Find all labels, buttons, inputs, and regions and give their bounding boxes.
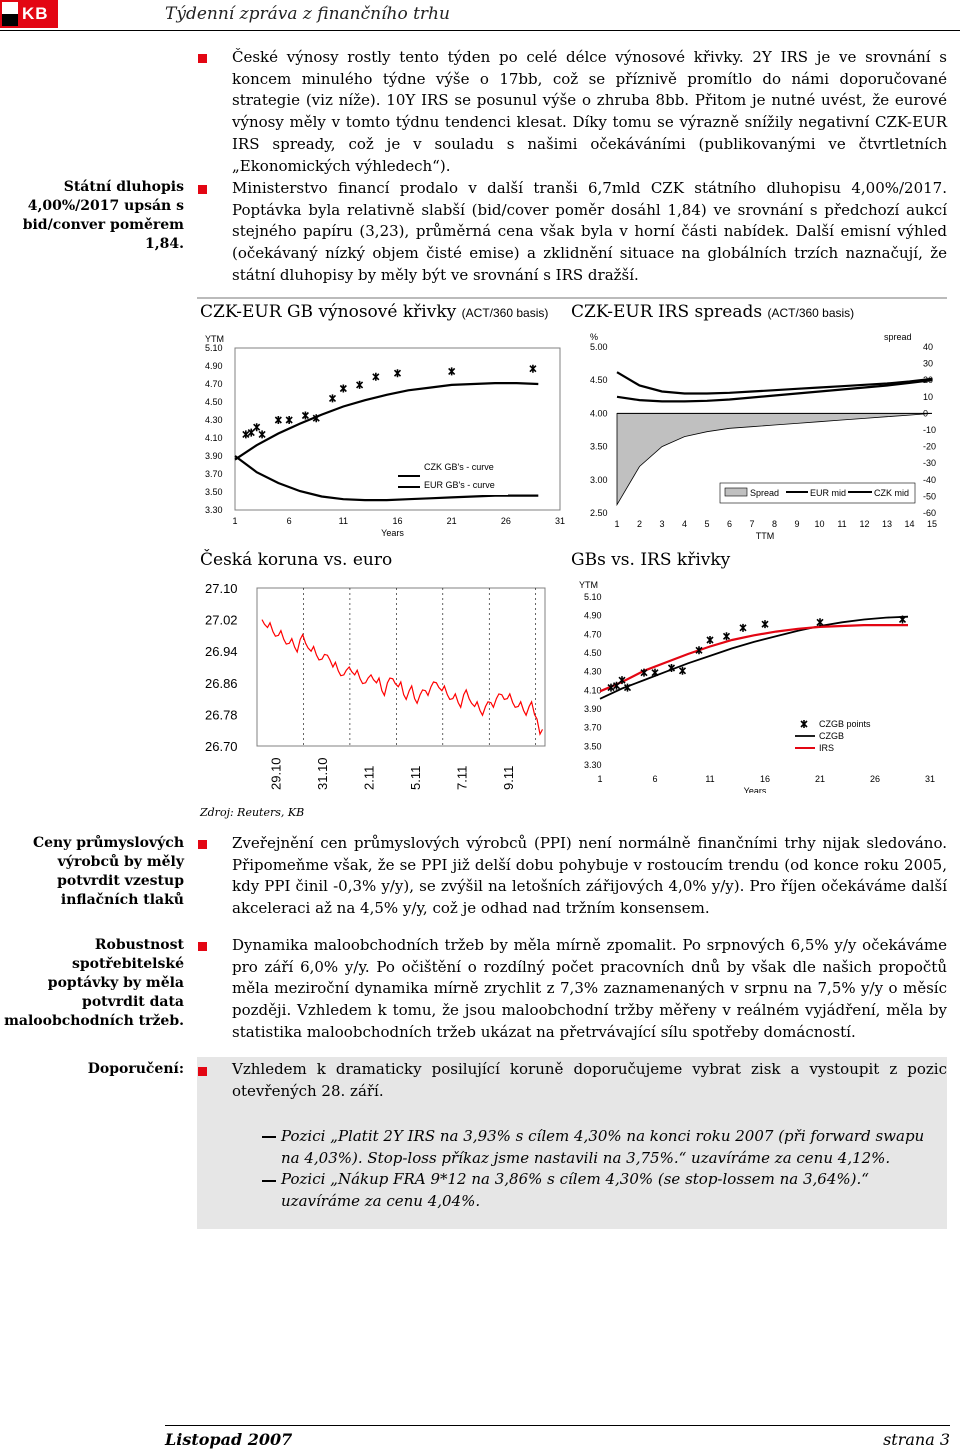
- y2-tick-label: -10: [923, 425, 937, 435]
- y-tick-label: 3.30: [584, 760, 602, 770]
- y-tick-label: 4.30: [205, 415, 223, 425]
- y-tick-label: 3.50: [584, 741, 602, 752]
- x-tick-label: 15: [926, 519, 938, 529]
- y-tick-label: 3.90: [205, 451, 223, 461]
- czk-gb-point: [302, 412, 308, 420]
- y-tick-label: 5.10: [205, 343, 223, 353]
- paragraph-ppi: Zveřejnění cen průmyslových výrobců (PPI) není normálně finančními trhy nijak sledováno. Připomeňme však, že se PPI již delší dobu pohybuje v rostoucím trendu (od konce roku 2005, kdy PPI činil -0,3% y/y), se zvýšil na letošních zářijových 4,0% y/y). Pro říjen očekáváme další akceleraci až na 4,5% y/y, což je odhad nad tržním konsensem.: [232, 834, 947, 918]
- y2-tick-label: -30: [923, 458, 937, 469]
- x-tick-label: 3: [659, 519, 665, 529]
- y2-tick-label: 30: [923, 358, 934, 369]
- x-tick-label: 9: [794, 519, 800, 529]
- x-tick-label: 1: [232, 516, 238, 526]
- czk-gb-point: [395, 369, 401, 377]
- y-tick-label: 26.78: [205, 707, 238, 723]
- czgb-curve: [600, 617, 908, 699]
- czk-gb-point: [243, 430, 249, 438]
- side-note-bond: Státní dluhopis 4,00%/2017 upsán s bid/conver poměrem 1,84.: [22, 179, 184, 252]
- x-tick-label: 31.10: [315, 757, 331, 790]
- y-axis-label: YTM: [579, 580, 598, 590]
- y-axis-label: %: [590, 332, 599, 342]
- y2-tick-label: -60: [923, 508, 937, 518]
- side-note-recommendation: Doporučení:: [87, 1061, 184, 1077]
- y-tick-label: 5.10: [584, 592, 602, 602]
- x-tick-label: 8: [771, 519, 778, 529]
- legend-label-eur: EUR GB's - curve: [424, 480, 495, 490]
- y-tick-label: 27.02: [205, 612, 238, 628]
- x-tick-label: 2: [636, 519, 643, 529]
- plot-area: [257, 588, 545, 746]
- y2-tick-label: -50: [923, 491, 937, 502]
- chart2-title: [571, 302, 854, 322]
- x-tick-label: 6: [652, 774, 658, 784]
- chart-czk-eur: [200, 578, 560, 793]
- x-tick-label: 2.11: [361, 765, 377, 790]
- y-tick-label: 4.30: [584, 666, 602, 677]
- x-tick-label: 26: [869, 774, 881, 784]
- x-tick-label: 1: [614, 519, 620, 529]
- y-tick-label: 4.10: [205, 433, 223, 443]
- report-title: Týdenní zpráva z finančního trhu: [165, 4, 450, 24]
- x-tick-label: 21: [446, 516, 457, 526]
- chart-gbs-vs-irs: [575, 578, 950, 793]
- bullet-marker: [198, 840, 207, 849]
- x-tick-label: 1: [597, 774, 603, 784]
- czgb-point: [740, 624, 746, 632]
- czk-gb-point: [286, 416, 292, 424]
- x-tick-label: 11: [338, 516, 349, 526]
- y-tick-label: 3.50: [205, 487, 223, 497]
- legend-label-eur: EUR mid: [810, 488, 847, 498]
- czk-gb-point: [373, 373, 379, 381]
- y2-axis-label: spread: [884, 332, 912, 342]
- x-tick-label: 11: [837, 519, 847, 529]
- czk-gb-point: [530, 365, 536, 373]
- y-tick-label: 4.70: [584, 629, 602, 640]
- logo-text: KB: [22, 4, 49, 23]
- x-tick-label: 5: [704, 519, 710, 529]
- irs-curve: [600, 625, 908, 691]
- paragraph-yields: České výnosy rostly tento týden po celé délce výnosové křivky. 2Y IRS je ve srovnání s koncem minulého týdne výše o 17bb, což se příznivě promítlo do námi doporučované strategie (viz níže). 10Y IRS se posunul výše o zhruba 8bb. Přitom je nutné uvést, že eurové výnosy měly v tomto týdnu tendenci klesat. Díky tomu se výrazně snížily negativní CZK-EUR IRS spready, což je v souladu s našimi očekáváními (publikovanými ve čtvrtletních „Ekonomických výhledech“).: [232, 48, 947, 175]
- x-tick-label: 13: [881, 519, 893, 529]
- czk-gb-point: [449, 367, 455, 375]
- side-note-retail: Robustnost spotřebitelské poptávky by měla potvrdit data maloobchodních tržeb.: [4, 937, 184, 1029]
- dash-marker: [262, 1136, 276, 1138]
- chart1-subtitle: (ACT/360 basis): [461, 306, 549, 320]
- legend-label-irs: IRS: [819, 743, 835, 753]
- recommendation-item-2: Pozici „Nákup FRA 9*12 na 3,86% s cílem 4,30% (se stop-lossem na 3,64%).“ uzavíráme za cenu 4,04%.: [281, 1170, 869, 1210]
- y2-tick-label: 20: [923, 375, 934, 386]
- czgb-point: [762, 620, 768, 628]
- y-tick-label: 4.00: [590, 408, 608, 419]
- bullet-marker: [198, 942, 207, 951]
- paragraph-bond-auction: Ministerstvo financí prodalo v další tranši 6,7mld CZK státního dluhopisu 4,00%/2017. Poptávka byla relativně slabší (bid/cover poměr dosáhl 1,84) ve srovnání s předchozí aukcí stejného papíru (3,23), průměrná cena však byla v horní části nabídek. Další emisní výhled (očekávaný nízký objem čisté emise) a zklidnění situace na globálních trzích naznačují, že státní dluhopisy by měly být ve srovnání s IRS dražší.: [232, 179, 947, 284]
- y-tick-label: 26.86: [205, 675, 238, 691]
- czgb-point: [707, 636, 713, 644]
- x-tick-label: 7.11: [454, 765, 470, 790]
- paragraph-retail: Dynamika maloobchodních tržeb by měla mírně zpomalit. Po srpnových 6,5% y/y očekáváme pro září 6,0% y/y. Po očištění o rozdílný počet pracovních dnů by však dle našich propočtů měla meziroční dynamika mírně zrychlit z 7,3% zaznamenaných v srpnu na 7,5% y/y o měsíc později. Vzhledem k tomu, že jsou maloobchodní tržby měřeny v reálném vyjádření, měla by statistika maloobchodních tržeb ukázat na přetrvávající sílu spotřeby domácností.: [232, 936, 947, 1041]
- footer-page-number: strana 3: [883, 1430, 950, 1449]
- y-tick-label: 5.00: [590, 342, 608, 352]
- chart1-title-text: CZK-EUR GB výnosové křivky: [200, 302, 457, 322]
- chart4-title: GBs vs. IRS křivky: [571, 550, 731, 570]
- y-tick-label: 2.50: [590, 508, 608, 518]
- x-axis-label: TTM: [755, 531, 775, 541]
- x-tick-label: 11: [705, 774, 715, 784]
- y-tick-label: 26.94: [205, 644, 238, 660]
- chart3-title: Česká koruna vs. euro: [200, 550, 393, 570]
- y2-tick-label: -40: [923, 474, 937, 485]
- chart2-subtitle: (ACT/360 basis): [767, 306, 855, 320]
- x-tick-label: 21: [814, 774, 826, 784]
- footer-divider: [165, 1425, 950, 1426]
- x-tick-label: 26: [500, 516, 511, 526]
- legend-label-czk: CZK mid: [874, 488, 910, 498]
- x-tick-label: 4: [681, 519, 688, 529]
- x-tick-label: 6: [726, 519, 733, 529]
- bullet-marker: [198, 185, 207, 194]
- dash-marker: [262, 1180, 276, 1182]
- x-tick-label: 16: [759, 774, 771, 784]
- x-tick-label: 12: [859, 519, 870, 529]
- y-tick-label: 4.90: [205, 361, 223, 371]
- x-tick-label: 6: [286, 516, 292, 526]
- x-tick-label: 16: [392, 516, 403, 526]
- y2-tick-label: -20: [923, 441, 937, 452]
- legend-label-spread: Spread: [750, 488, 780, 498]
- y-tick-label: 4.50: [584, 648, 602, 658]
- y-tick-label: 4.70: [205, 379, 223, 389]
- y-tick-label: 4.90: [584, 610, 602, 621]
- legend-swatch-spread: [725, 488, 747, 496]
- czk-gb-point: [254, 423, 260, 431]
- recommendation-item-1: Pozici „Platit 2Y IRS na 3,93% s cílem 4,30% na konci roku 2007 (při forward swapu na 4,03%). Stop-loss příkaz jsme nastavili na 3,75%.“ uzavíráme za cenu 4,12%.: [281, 1127, 925, 1167]
- x-axis-label: Years: [381, 528, 404, 538]
- x-tick-label: 31: [554, 516, 566, 526]
- x-axis-label: Years: [743, 786, 767, 793]
- bullet-marker: [198, 1067, 207, 1076]
- y2-tick-label: 10: [923, 391, 934, 402]
- charts-top-rule: [197, 297, 947, 299]
- czgb-point: [900, 615, 906, 623]
- y-tick-label: 27.10: [205, 581, 238, 596]
- czk-gb-point: [357, 381, 363, 389]
- y-tick-label: 3.30: [205, 505, 223, 515]
- y-tick-label: 3.00: [590, 474, 608, 485]
- x-tick-label: 9.11: [500, 765, 516, 790]
- y-tick-label: 26.70: [205, 739, 238, 754]
- eur-mid-line: [617, 372, 932, 393]
- page-header: [0, 0, 960, 32]
- y-tick-label: 3.50: [590, 441, 608, 452]
- x-tick-label: 10: [814, 519, 825, 529]
- y-tick-label: 4.50: [590, 375, 608, 386]
- y-tick-label: 3.70: [584, 722, 602, 733]
- czgb-point: [724, 632, 730, 640]
- y-tick-label: 3.70: [205, 469, 223, 479]
- chart-irs-spreads: [580, 330, 950, 545]
- header-divider: [0, 30, 960, 31]
- czgb-point: [680, 667, 686, 675]
- x-tick-label: 7: [749, 519, 755, 529]
- y-tick-label: 4.50: [205, 397, 223, 407]
- czgb-point: [817, 618, 823, 626]
- footer-date: Listopad 2007: [165, 1430, 293, 1449]
- y-tick-label: 3.90: [584, 704, 602, 714]
- side-note-ppi: Ceny průmyslových výrobců by měly potvrdit vzestup inflačních tlaků: [32, 835, 184, 908]
- x-tick-label: 14: [904, 519, 915, 529]
- source-note: Zdroj: Reuters, KB: [200, 806, 305, 819]
- x-tick-label: 29.10: [268, 757, 284, 790]
- chart2-title-text: CZK-EUR IRS spreads: [571, 302, 763, 322]
- czk-gb-point: [340, 385, 346, 393]
- bullet-marker: [198, 54, 207, 63]
- czgb-point: [652, 669, 658, 677]
- legend-swatch-czgb-points: [801, 720, 807, 728]
- czk-gb-point: [275, 416, 281, 424]
- czk-gb-point: [330, 394, 336, 402]
- y-tick-label: 4.10: [584, 685, 602, 696]
- legend-label-czgb: CZGB: [819, 731, 845, 741]
- paragraph-recommendation: Vzhledem k dramaticky posilující koruně doporučujeme vybrat zisk a vystoupit z pozic otevřených 28. září.: [232, 1060, 947, 1100]
- legend-label-czgb-points: CZGB points: [819, 719, 871, 729]
- y2-tick-label: 40: [923, 342, 934, 352]
- czk-gb-point: [259, 430, 265, 438]
- legend-label-czk: CZK GB's - curve: [424, 462, 494, 472]
- chart-gb-yield-curves: [200, 330, 570, 540]
- y-axis-label: YTM: [205, 334, 224, 344]
- kb-logo: [0, 0, 58, 28]
- x-tick-label: 5.11: [407, 765, 423, 790]
- x-tick-label: 31: [924, 774, 936, 784]
- chart1-title: [200, 302, 548, 322]
